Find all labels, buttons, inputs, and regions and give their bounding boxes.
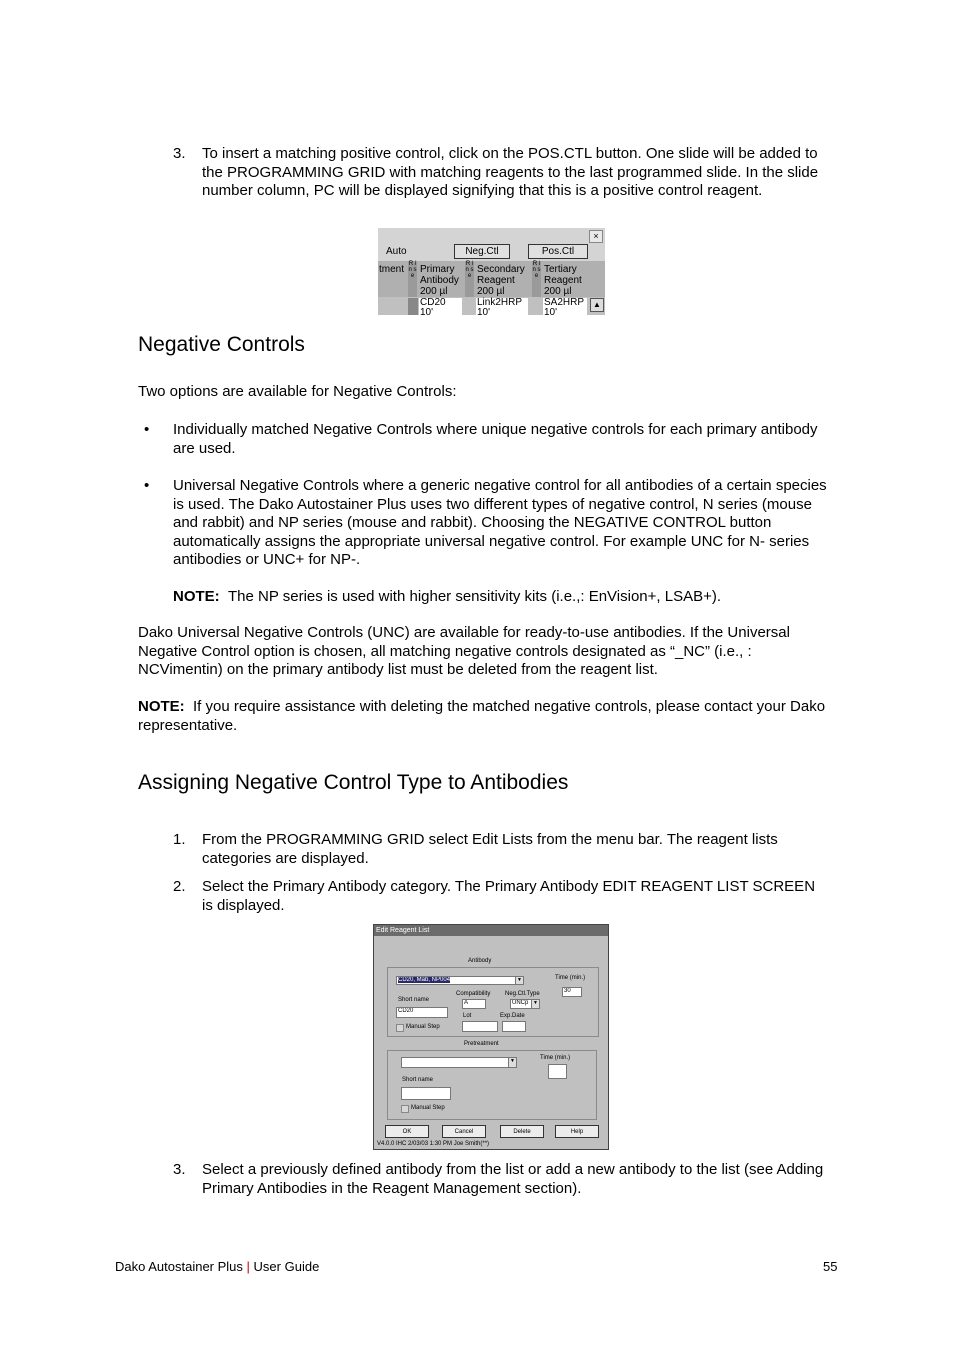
pre-manual-step-label: Manual Step (411, 1105, 445, 1111)
step-text: Select the Primary Antibody category. The Primary Antibody EDIT REAGENT LIST SCREEN is displayed. (202, 878, 816, 914)
note-text: The NP series is used with higher sensitivity kits (i.e.,: EnVision+, LSAB+). (228, 588, 722, 605)
pre-time-label: Time (min.) (540, 1055, 571, 1061)
chevron-down-icon: ▼ (515, 977, 523, 984)
lot-input (462, 1021, 498, 1032)
grid-cell-tertiary: SA2HRP 10' (544, 297, 585, 315)
section-heading: Assigning Negative Control Type to Antibodies (138, 771, 569, 794)
dialog-title: Edit Reagent List (374, 925, 609, 936)
pre-short-name-label: Short name (402, 1077, 434, 1083)
secondary-reagent-header: Secondary Reagent 200 µl (477, 264, 525, 297)
bullet-icon: • (144, 477, 150, 494)
tertiary-reagent-header: Tertiary Reagent 200 µl (544, 264, 582, 297)
neg-ctl-type-label: Neg.Ctl.Type (505, 991, 540, 997)
chevron-down-icon: ▼ (508, 1058, 516, 1067)
time-label: Time (min.) (555, 975, 586, 981)
paragraph: Dako Universal Negative Controls (UNC) are available for ready-to-use antibodies. If the Universal Negative Control option is chosen, all matching negative controls designated as “_NC” (i.e., : NCVimentin) on the primary antibody list must be deleted from the reagent list. (138, 624, 790, 678)
page-number: 55 (823, 1259, 838, 1274)
manual-step-label: Manual Step (406, 1024, 440, 1030)
note (173, 588, 833, 607)
help-button: Help (555, 1125, 599, 1138)
note-label: NOTE: (173, 588, 220, 605)
pre-short-name-input (401, 1087, 451, 1100)
chevron-down-icon: ▼ (531, 1000, 539, 1008)
bullet-item: Universal Negative Controls where a generic negative control for all antibodies of a certain species is used. The Dako Autostainer Plus uses two different types of negative control, N series (mouse and rabbit) and NP series (mouse and rabbit). Choosing the NEGATIVE CONTROL button automatically assigns the appropriate universal negative control. For example UNC for N- series antibodies or UNC+ for NP-. (173, 477, 827, 568)
step-text: From the PROGRAMMING GRID select Edit Lists from the menu bar. The reagent lists categories are displayed. (202, 831, 778, 867)
paragraph: Two options are available for Negative Controls: (138, 383, 457, 400)
manual-step-checkbox (396, 1024, 404, 1032)
section-heading: Negative Controls (138, 333, 305, 356)
antibody-group-label: Antibody (468, 958, 492, 964)
close-icon: × (589, 230, 603, 243)
cancel-button: Cancel (442, 1125, 486, 1138)
step-number: 3. (173, 145, 186, 162)
edit-reagent-list-screenshot (373, 924, 609, 1150)
primary-antibody-header: Primary Antibody 200 µl (420, 264, 459, 297)
neg-ctl-button: Neg.Ctl (454, 244, 510, 259)
pos-ctl-button: Pos.Ctl (528, 244, 588, 259)
rinse-column-header: R i n s e (465, 261, 474, 297)
delete-button: Delete (500, 1125, 544, 1138)
footer-separator: | (246, 1259, 250, 1274)
short-name-input: CD20 (396, 1007, 448, 1018)
rinse-column-header: R i n s e (408, 261, 417, 297)
neg-ctl-type-select: UNCp ▼ (510, 999, 540, 1009)
exp-date-label: Exp.Date (500, 1013, 525, 1019)
rinse-column-header: R i n s e (532, 261, 541, 297)
time-input: 30 (562, 987, 582, 997)
compatibility-label: Compatibility (456, 991, 491, 997)
column-header: tment (379, 264, 405, 275)
note-text: If you require assistance with deleting the matched negative controls, please contact your Dako representative. (138, 698, 826, 734)
auto-label: Auto (386, 246, 407, 257)
note-label: NOTE: (138, 698, 185, 715)
scroll-up-icon: ▲ (590, 298, 604, 312)
antibody-select: CD20, Mab, NP004 ▼ (396, 976, 524, 985)
step-number: 3. (173, 1161, 186, 1178)
bullet-icon: • (144, 421, 150, 438)
pretreatment-group-label: Pretreatment (464, 1041, 499, 1047)
status-bar: V4.0.0 IHC 2/03/03 1:30 PM Joe Smith(**) (377, 1141, 490, 1147)
footer-title (115, 1258, 319, 1277)
pre-time-input (548, 1064, 567, 1079)
footer-guide: User Guide (253, 1259, 320, 1274)
grid-cell-secondary: Link2HRP 10' (477, 297, 523, 315)
bullet-item: Individually matched Negative Controls where unique negative controls for each primary antibody are used. (173, 421, 818, 457)
step-number: 2. (173, 878, 186, 895)
grid-toolbar (378, 228, 605, 261)
pre-manual-step-checkbox (401, 1105, 409, 1113)
step-text: Select a previously defined antibody from the list or add a new antibody to the list (see Adding Primary Antibodies in the Reagent Management section). (202, 1161, 824, 1197)
footer-product: Dako Autostainer Plus (115, 1259, 243, 1274)
step-text: To insert a matching positive control, click on the POS.CTL button. One slide will be added to the PROGRAMMING GRID with matching reagents to the last programmed slide. In the slide number column, PC will be displayed signifying that this is a positive control reagent. (202, 145, 819, 199)
compatibility-input: A (462, 999, 486, 1009)
pretreatment-select (401, 1057, 517, 1068)
note (138, 698, 838, 735)
ok-button: OK (385, 1125, 429, 1138)
grid-cell-primary: CD20 10' (420, 297, 446, 315)
lot-label: Lot (463, 1013, 472, 1019)
programming-grid-screenshot (378, 228, 605, 315)
step-number: 1. (173, 831, 186, 848)
short-name-label: Short name (398, 997, 430, 1003)
exp-date-input (502, 1021, 526, 1032)
